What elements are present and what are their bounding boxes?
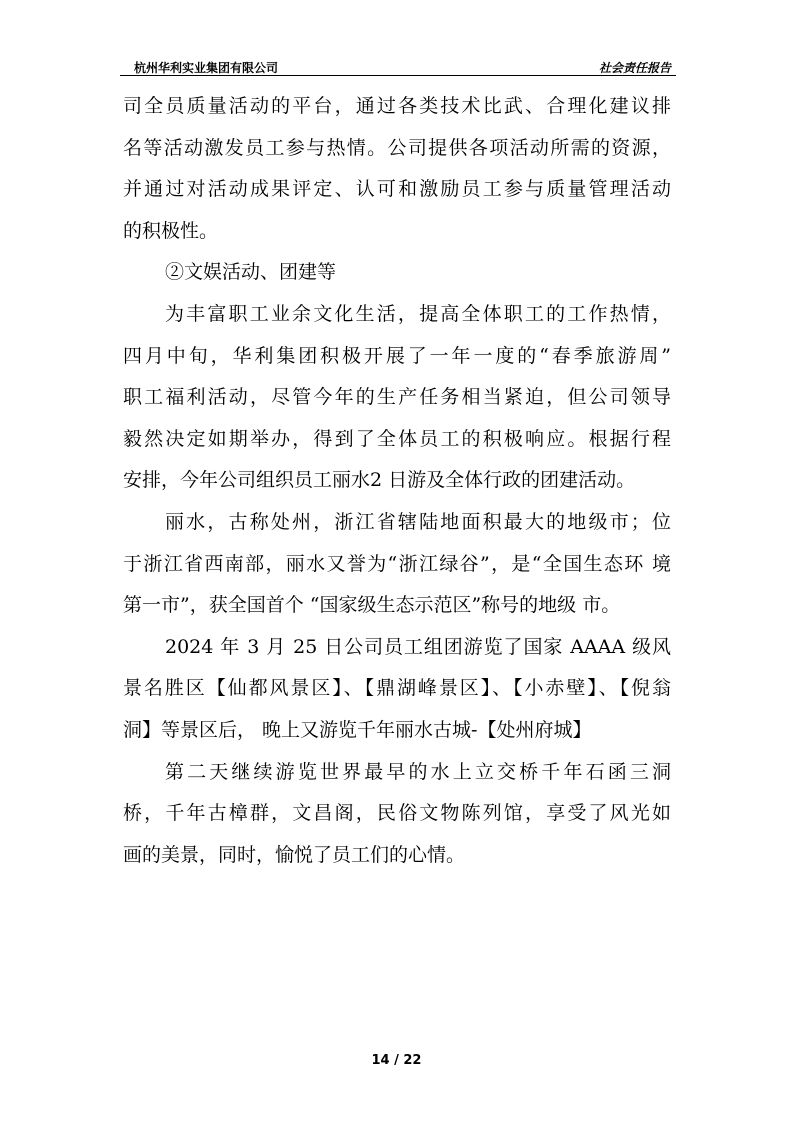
text-line: 景名胜区【仙都风景区】、【鼎湖峰景区】、【小赤壁】、【倪翁 [123,677,671,700]
text-line: 洞】等景区后， 晚上又游览千年丽水古城-【处州府城】 [123,718,592,741]
paragraph [123,502,671,627]
page-number: 14 / 22 [371,1053,422,1068]
text-line: 于浙江省西南部，丽水又誉为“浙江绿谷”，是“全国生态环 境 [123,552,671,575]
text-line: 安排，今年公司组织员工丽水2 日游及全体行政的团建活动。 [123,469,636,492]
text-line: 画的美景，同时，愉悦了员工们的心情。 [123,843,466,866]
text-line: 第二天继续游览世界最早的水上立交桥千年石函三洞 [165,760,671,783]
header-report-title: 社会责任报告 [598,61,671,75]
text-line: 桥，千年古樟群，文昌阁，民俗文物陈列馆，享受了风光如 [123,802,671,825]
text-line: 的积极性。 [123,219,219,242]
text-line: 丽水，古称处州，浙江省辖陆地面积最大的地级市；位 [165,510,671,533]
text-line: 名等活动激发员工参与热情。公司提供各项活动所需的资源， [123,136,671,159]
paragraph [123,86,671,252]
paragraph [123,294,671,502]
text-line: 四月中旬，华利集团积极开展了一年一度的“春季旅游周” [123,344,671,367]
header-divider [120,75,676,76]
text-line: 并通过对活动成果评定、认可和激励员工参与质量管理活动 [123,178,671,201]
header-company-name: 杭州华利实业集团有限公司 [134,61,279,75]
text-line: 司全员质量活动的平台，通过各类技术比武、合理化建议排 [123,95,671,117]
paragraph [123,752,671,877]
page-header [120,57,675,75]
section-heading [123,252,671,294]
text-line: 第一市”，获全国首个 “国家级生态示范区”称号的地级 市。 [123,594,621,617]
text-line: ②文娱活动、团建等 [165,261,337,284]
text-line: 为丰富职工业余文化生活，提高全体职工的工作热情， [165,302,671,325]
text-line: 毅然决定如期举办，得到了全体员工的积极响应。根据行程 [123,427,671,450]
text-line: 2024 年 3 月 25 日公司员工组团游览了国家 AAAA 级风 [165,635,671,658]
document-body [123,86,671,876]
text-line: 职工福利活动，尽管今年的生产任务相当紧迫，但公司领导 [123,386,671,409]
paragraph [123,627,671,752]
